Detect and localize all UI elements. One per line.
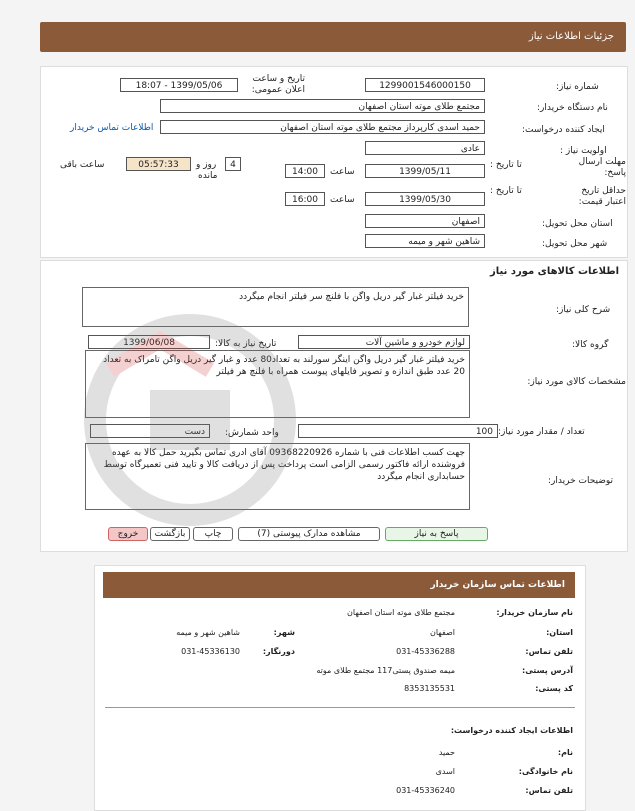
need-number-field: 1299001546000150 <box>365 78 485 92</box>
creator-phone-value: 031-45336240 <box>396 786 455 795</box>
reply-time-label: ساعت <box>330 167 355 177</box>
exit-button[interactable]: خروج <box>108 527 148 541</box>
reply-deadline-label: مهلت ارسال پاسخ: <box>578 157 626 178</box>
announce-field: 1399/05/06 - 18:07 <box>120 78 238 92</box>
desc-label: شرح کلی نیاز: <box>556 305 611 315</box>
attachments-button[interactable]: مشاهده مدارک پیوستی (7) <box>238 527 380 541</box>
unit-field: دست <box>90 424 210 438</box>
group-label: گروه کالا: <box>572 340 609 350</box>
name-label: نام: <box>557 748 573 757</box>
reply-button[interactable]: پاسخ به نیاز <box>385 527 488 541</box>
validity-time-label: ساعت <box>330 195 355 205</box>
org-value: مجتمع طلای موته استان اصفهان <box>347 608 455 617</box>
phone-value: 031-45336288 <box>396 647 455 656</box>
need-date-field: 1399/06/08 <box>88 335 210 349</box>
creator-label: ایجاد کننده درخواست: <box>522 125 605 135</box>
announce-label: تاریخ و ساعت اعلان عمومی: <box>251 74 305 95</box>
creator-section-title: اطلاعات ایجاد کننده درخواست: <box>450 726 573 735</box>
validity-to-date-label: تا تاریخ : <box>490 186 522 196</box>
need-date-label: تاریخ نیاز به کالا: <box>215 339 277 349</box>
phone-label: تلفن تماس: <box>525 647 573 656</box>
city-label: شهر: <box>273 628 295 637</box>
validity-label: حداقل تاریخ اعتبار قیمت: <box>578 186 626 207</box>
fax-value: 031-45336130 <box>181 647 240 656</box>
province-label: استان محل تحویل: <box>542 219 613 229</box>
notes-textarea: جهت کسب اطلاعات فنی با شماره 09368220926 آقای ادری تماس بگیرید حمل کالا به عهده فروشنده ارائه فاکتور رسمی الزامی است پرداخت پس از دریافت کالا و تایید فنی تعمیرگاه توسط حسابداری انجام میگردد <box>85 443 470 510</box>
spec-label: مشخصات کالای مورد نیاز: <box>527 377 626 387</box>
unit-label: واحد شمارش: <box>225 428 279 438</box>
contact-card-header <box>103 572 575 598</box>
spec-textarea: خرید فیلتر غبار گیر دریل واگن اینگر سورلند به تعداد80 عدد و غبار گیر دریل واگن تامراک به تعداد 20 عدد طبق اندازه و تصویر فایلهای پیوست همراه با فلنچ هر فیلتر <box>85 350 470 418</box>
days-field: 4 <box>225 157 241 171</box>
family-value: اسدی <box>435 767 455 776</box>
need-number-label: شماره نیاز: <box>556 82 599 92</box>
city-value: شاهین شهر و میمه <box>176 628 240 637</box>
qty-label: تعداد / مقدار مورد نیاز: <box>498 427 585 437</box>
priority-field: عادی <box>365 141 485 155</box>
remaining-label-2: مانده <box>198 171 218 181</box>
goods-section-title: اطلاعات کالاهای مورد نیاز <box>490 266 620 277</box>
city-label: شهر محل تحویل: <box>542 239 608 249</box>
notes-label: توضیحات خریدار: <box>548 476 614 486</box>
org-label: نام سازمان خریدار: <box>496 608 573 617</box>
days-label: روز و <box>196 160 217 170</box>
print-button[interactable]: چاپ <box>193 527 233 541</box>
desc-textarea: خرید فیلتر غبار گیر دریل واگن با فلنچ سر فیلتر انجام میگردد <box>82 287 469 327</box>
province-field: اصفهان <box>365 214 485 228</box>
city-field: شاهین شهر و میمه <box>365 234 485 248</box>
buyer-contact-link[interactable]: اطلاعات تماس خریدار <box>70 123 154 133</box>
postal-value: 8353135531 <box>404 684 455 693</box>
family-label: نام خانوادگی: <box>518 767 573 776</box>
creator-field: حمید اسدی کارپرداز مجتمع طلای موته استان اصفهان <box>160 120 485 134</box>
priority-label: اولویت نیاز : <box>560 146 607 156</box>
buyer-field: مجتمع طلای موته استان اصفهان <box>160 99 485 113</box>
remaining-field: 05:57:33 <box>126 157 191 171</box>
validity-date-field: 1399/05/30 <box>365 192 485 206</box>
postal-label: کد پستی: <box>535 684 573 693</box>
name-value: حمید <box>438 748 455 757</box>
qty-field: 100 <box>298 424 498 438</box>
divider <box>105 707 575 708</box>
validity-time-field: 16:00 <box>285 192 325 206</box>
reply-time-field: 14:00 <box>285 164 325 178</box>
remaining-label: ساعت باقی <box>60 160 105 170</box>
province-value: اصفهان <box>429 628 455 637</box>
group-field: لوازم خودرو و ماشین آلات <box>298 335 470 349</box>
address-value: میمه صندوق پستی117 مجتمع طلای موته <box>316 666 455 675</box>
buyer-label: نام دستگاه خریدار: <box>537 103 608 113</box>
fax-label: دورنگار: <box>262 647 295 656</box>
page-header <box>40 22 626 52</box>
reply-to-date-label: تا تاریخ : <box>490 160 522 170</box>
address-label: آدرس پستی: <box>522 666 573 675</box>
contact-card-title: اطلاعات تماس سازمان خریدار <box>430 580 565 590</box>
back-button[interactable]: بازگشت <box>150 527 190 541</box>
contact-card <box>94 565 586 811</box>
province-label: استان: <box>546 628 573 637</box>
page-title: جزئیات اطلاعات نیاز <box>528 31 614 42</box>
creator-phone-label: تلفن تماس: <box>525 786 573 795</box>
reply-date-field: 1399/05/11 <box>365 164 485 178</box>
